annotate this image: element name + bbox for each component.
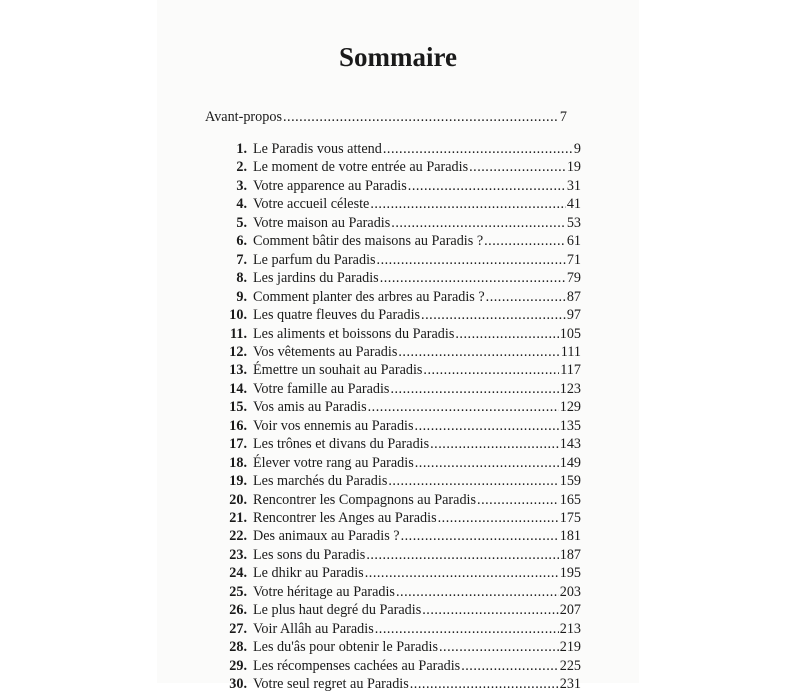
chapter-page-number: 123 xyxy=(559,380,581,397)
chapter-page-number: 129 xyxy=(559,399,581,416)
chapter-number: 21. xyxy=(229,510,247,526)
page-title: Sommaire xyxy=(339,42,457,72)
chapter-title: Comment bâtir des maisons au Paradis ? xyxy=(253,233,484,250)
toc-chapter-entry xyxy=(223,657,581,675)
chapter-page-number: 97 xyxy=(566,307,581,324)
chapter-title: Votre héritage au Paradis xyxy=(253,583,395,600)
toc-chapter-entry xyxy=(223,454,581,472)
dot-leader xyxy=(365,564,559,582)
chapter-page-number: 213 xyxy=(559,620,581,637)
toc-chapter-entry xyxy=(223,158,581,176)
chapter-title: Votre maison au Paradis xyxy=(253,214,391,231)
dot-leader xyxy=(401,527,559,545)
chapter-number: 5. xyxy=(236,214,247,231)
toc-chapter-entry xyxy=(223,288,581,306)
dot-leader xyxy=(430,435,559,453)
toc-chapter-entry xyxy=(223,491,581,509)
dot-leader xyxy=(469,158,566,176)
chapter-page-number: 207 xyxy=(559,602,581,619)
chapter-page-number: 187 xyxy=(559,546,581,563)
chapter-title: Le dhikr au Paradis xyxy=(253,565,364,582)
chapter-page-number: 111 xyxy=(560,343,581,360)
chapter-page-number: 159 xyxy=(559,473,581,490)
dot-leader xyxy=(380,269,566,287)
chapter-number: 24. xyxy=(229,565,247,582)
toc-chapter-entry xyxy=(223,380,581,398)
chapter-page-number: 9 xyxy=(573,141,581,157)
chapter-page-number: 61 xyxy=(566,233,581,250)
toc-chapter-entry xyxy=(223,620,581,638)
chapter-page-number: 219 xyxy=(559,639,581,656)
chapter-number: 28. xyxy=(229,639,247,656)
chapter-number: 23. xyxy=(229,546,247,563)
toc-chapter-entry xyxy=(223,361,581,379)
dot-leader xyxy=(390,380,558,398)
toc-chapter-entry xyxy=(223,140,581,158)
toc-chapter-entry xyxy=(223,675,581,693)
toc-chapter-entry xyxy=(223,509,581,527)
chapter-title: Votre seul regret au Paradis xyxy=(253,676,409,693)
chapter-number: 14. xyxy=(229,380,247,397)
chapter-number: 3. xyxy=(236,177,247,194)
chapter-number: 25. xyxy=(229,583,247,600)
toc-chapter-entry xyxy=(223,472,581,490)
dot-leader xyxy=(415,417,559,435)
dot-leader xyxy=(438,509,559,527)
chapter-page-number: 143 xyxy=(559,436,581,453)
chapter-page-number: 31 xyxy=(566,177,581,194)
chapter-title: Les jardins du Paradis xyxy=(253,270,379,287)
dot-leader xyxy=(484,232,566,250)
chapter-page-number: 19 xyxy=(566,159,581,176)
dot-leader xyxy=(368,398,559,416)
dot-leader xyxy=(423,361,559,379)
toc-chapter-entry xyxy=(223,527,581,545)
chapter-number: 6. xyxy=(236,233,247,250)
chapter-number: 22. xyxy=(229,528,247,545)
chapter-number: 16. xyxy=(229,417,247,434)
chapter-title: Votre famille au Paradis xyxy=(253,380,390,397)
toc-chapter-entry xyxy=(223,306,581,324)
chapter-title: Voir vos ennemis au Paradis xyxy=(253,417,414,434)
toc-chapter-entry xyxy=(223,417,581,435)
toc-intro-title: Avant-propos xyxy=(205,109,282,125)
chapter-page-number: 195 xyxy=(559,565,581,582)
chapter-title: Votre apparence au Paradis xyxy=(253,177,407,194)
chapter-title: Le parfum du Paradis xyxy=(253,251,376,268)
dot-leader xyxy=(421,306,566,324)
toc-chapter-entry xyxy=(223,546,581,564)
chapter-page-number: 135 xyxy=(559,417,581,434)
toc-chapter-entry xyxy=(223,435,581,453)
chapter-number: 17. xyxy=(229,436,247,453)
chapter-number: 13. xyxy=(229,362,247,379)
toc-chapter-entry xyxy=(223,601,581,619)
chapter-title: Le Paradis vous attend xyxy=(253,141,382,157)
chapter-number: 8. xyxy=(236,270,247,287)
chapter-title: Vos vêtements au Paradis xyxy=(253,343,398,360)
chapter-number: 7. xyxy=(236,251,247,268)
toc-chapter-entry xyxy=(223,398,581,416)
chapter-number: 19. xyxy=(229,473,247,490)
chapter-title: Les marchés du Paradis xyxy=(253,473,388,490)
dot-leader xyxy=(391,214,566,232)
chapter-number: 1. xyxy=(236,141,247,157)
chapter-page-number: 181 xyxy=(559,528,581,545)
chapter-title: Les aliments et boissons du Paradis xyxy=(253,325,455,342)
chapter-page-number: 165 xyxy=(559,491,581,508)
toc-chapter-entry xyxy=(223,583,581,601)
toc-intro-page: 7 xyxy=(559,109,567,125)
dot-leader xyxy=(461,657,559,675)
dot-leader xyxy=(377,251,566,269)
chapter-page-number: 203 xyxy=(559,583,581,600)
dot-leader xyxy=(477,491,559,509)
chapter-title: Votre accueil céleste xyxy=(253,196,370,213)
chapter-number: 12. xyxy=(229,343,247,360)
dot-leader xyxy=(383,140,573,158)
chapter-number: 10. xyxy=(229,307,247,324)
dot-leader xyxy=(370,195,565,213)
toc-chapter-entry xyxy=(223,325,581,343)
dot-leader xyxy=(410,675,559,693)
chapter-number: 29. xyxy=(229,657,247,674)
toc-chapter-entry xyxy=(223,269,581,287)
chapter-number: 30. xyxy=(229,676,247,693)
chapter-number: 15. xyxy=(229,399,247,416)
chapter-number: 4. xyxy=(236,196,247,213)
chapter-title: Comment planter des arbres au Paradis ? xyxy=(253,288,485,305)
toc-intro-entry xyxy=(205,108,567,126)
dot-leader xyxy=(408,177,566,195)
toc-chapter-entry xyxy=(223,638,581,656)
chapter-title: Les du'âs pour obtenir le Paradis xyxy=(253,639,438,656)
chapter-title: Le moment de votre entrée au Paradis xyxy=(253,159,469,176)
toc-chapter-entry xyxy=(223,214,581,232)
chapter-title: Des animaux au Paradis ? xyxy=(253,528,400,545)
chapter-title: Rencontrer les Compagnons au Paradis xyxy=(253,491,477,508)
chapter-title: Vos amis au Paradis xyxy=(253,399,367,416)
dot-leader xyxy=(283,108,559,126)
chapter-page-number: 117 xyxy=(560,362,581,379)
chapter-number: 11. xyxy=(230,325,247,342)
toc-chapter-entry xyxy=(223,251,581,269)
chapter-number: 2. xyxy=(236,159,247,176)
chapter-page-number: 41 xyxy=(566,196,581,213)
toc-chapter-entry xyxy=(223,564,581,582)
chapter-title: Les trônes et divans du Paradis xyxy=(253,436,430,453)
dot-leader xyxy=(396,583,559,601)
chapter-number: 26. xyxy=(229,602,247,619)
chapter-page-number: 225 xyxy=(559,657,581,674)
chapter-page-number: 87 xyxy=(566,288,581,305)
dot-leader xyxy=(486,288,566,306)
dot-leader xyxy=(398,343,559,361)
chapter-page-number: 175 xyxy=(559,510,581,526)
chapter-number: 27. xyxy=(229,620,247,637)
book-page xyxy=(157,0,639,693)
chapter-page-number: 79 xyxy=(566,270,581,287)
chapter-title: Voir Allâh au Paradis xyxy=(253,620,374,637)
chapter-page-number: 71 xyxy=(566,251,581,268)
chapter-number: 18. xyxy=(229,454,247,471)
dot-leader xyxy=(375,620,559,638)
chapter-title: Le plus haut degré du Paradis xyxy=(253,602,422,619)
chapter-title: Élever votre rang au Paradis xyxy=(253,454,414,471)
dot-leader xyxy=(415,454,559,472)
chapter-title: Les récompenses cachées au Paradis xyxy=(253,657,461,674)
chapter-title: Les sons du Paradis xyxy=(253,546,366,563)
chapter-page-number: 105 xyxy=(559,325,581,342)
toc-chapter-entry xyxy=(223,343,581,361)
chapter-title: Émettre un souhait au Paradis xyxy=(253,362,423,379)
chapter-page-number: 149 xyxy=(559,454,581,471)
dot-leader xyxy=(439,638,559,656)
chapter-title: Rencontrer les Anges au Paradis xyxy=(253,510,437,526)
toc-chapter-entry xyxy=(223,232,581,250)
chapter-page-number: 53 xyxy=(566,214,581,231)
chapter-number: 20. xyxy=(229,491,247,508)
chapter-page-number: 231 xyxy=(559,676,581,693)
chapter-number: 9. xyxy=(236,288,247,305)
dot-leader xyxy=(388,472,558,490)
toc-chapter-entry xyxy=(223,195,581,213)
chapter-title: Les quatre fleuves du Paradis xyxy=(253,307,421,324)
dot-leader xyxy=(455,325,558,343)
toc-chapter-entry xyxy=(223,177,581,195)
dot-leader xyxy=(366,546,558,564)
dot-leader xyxy=(422,601,558,619)
